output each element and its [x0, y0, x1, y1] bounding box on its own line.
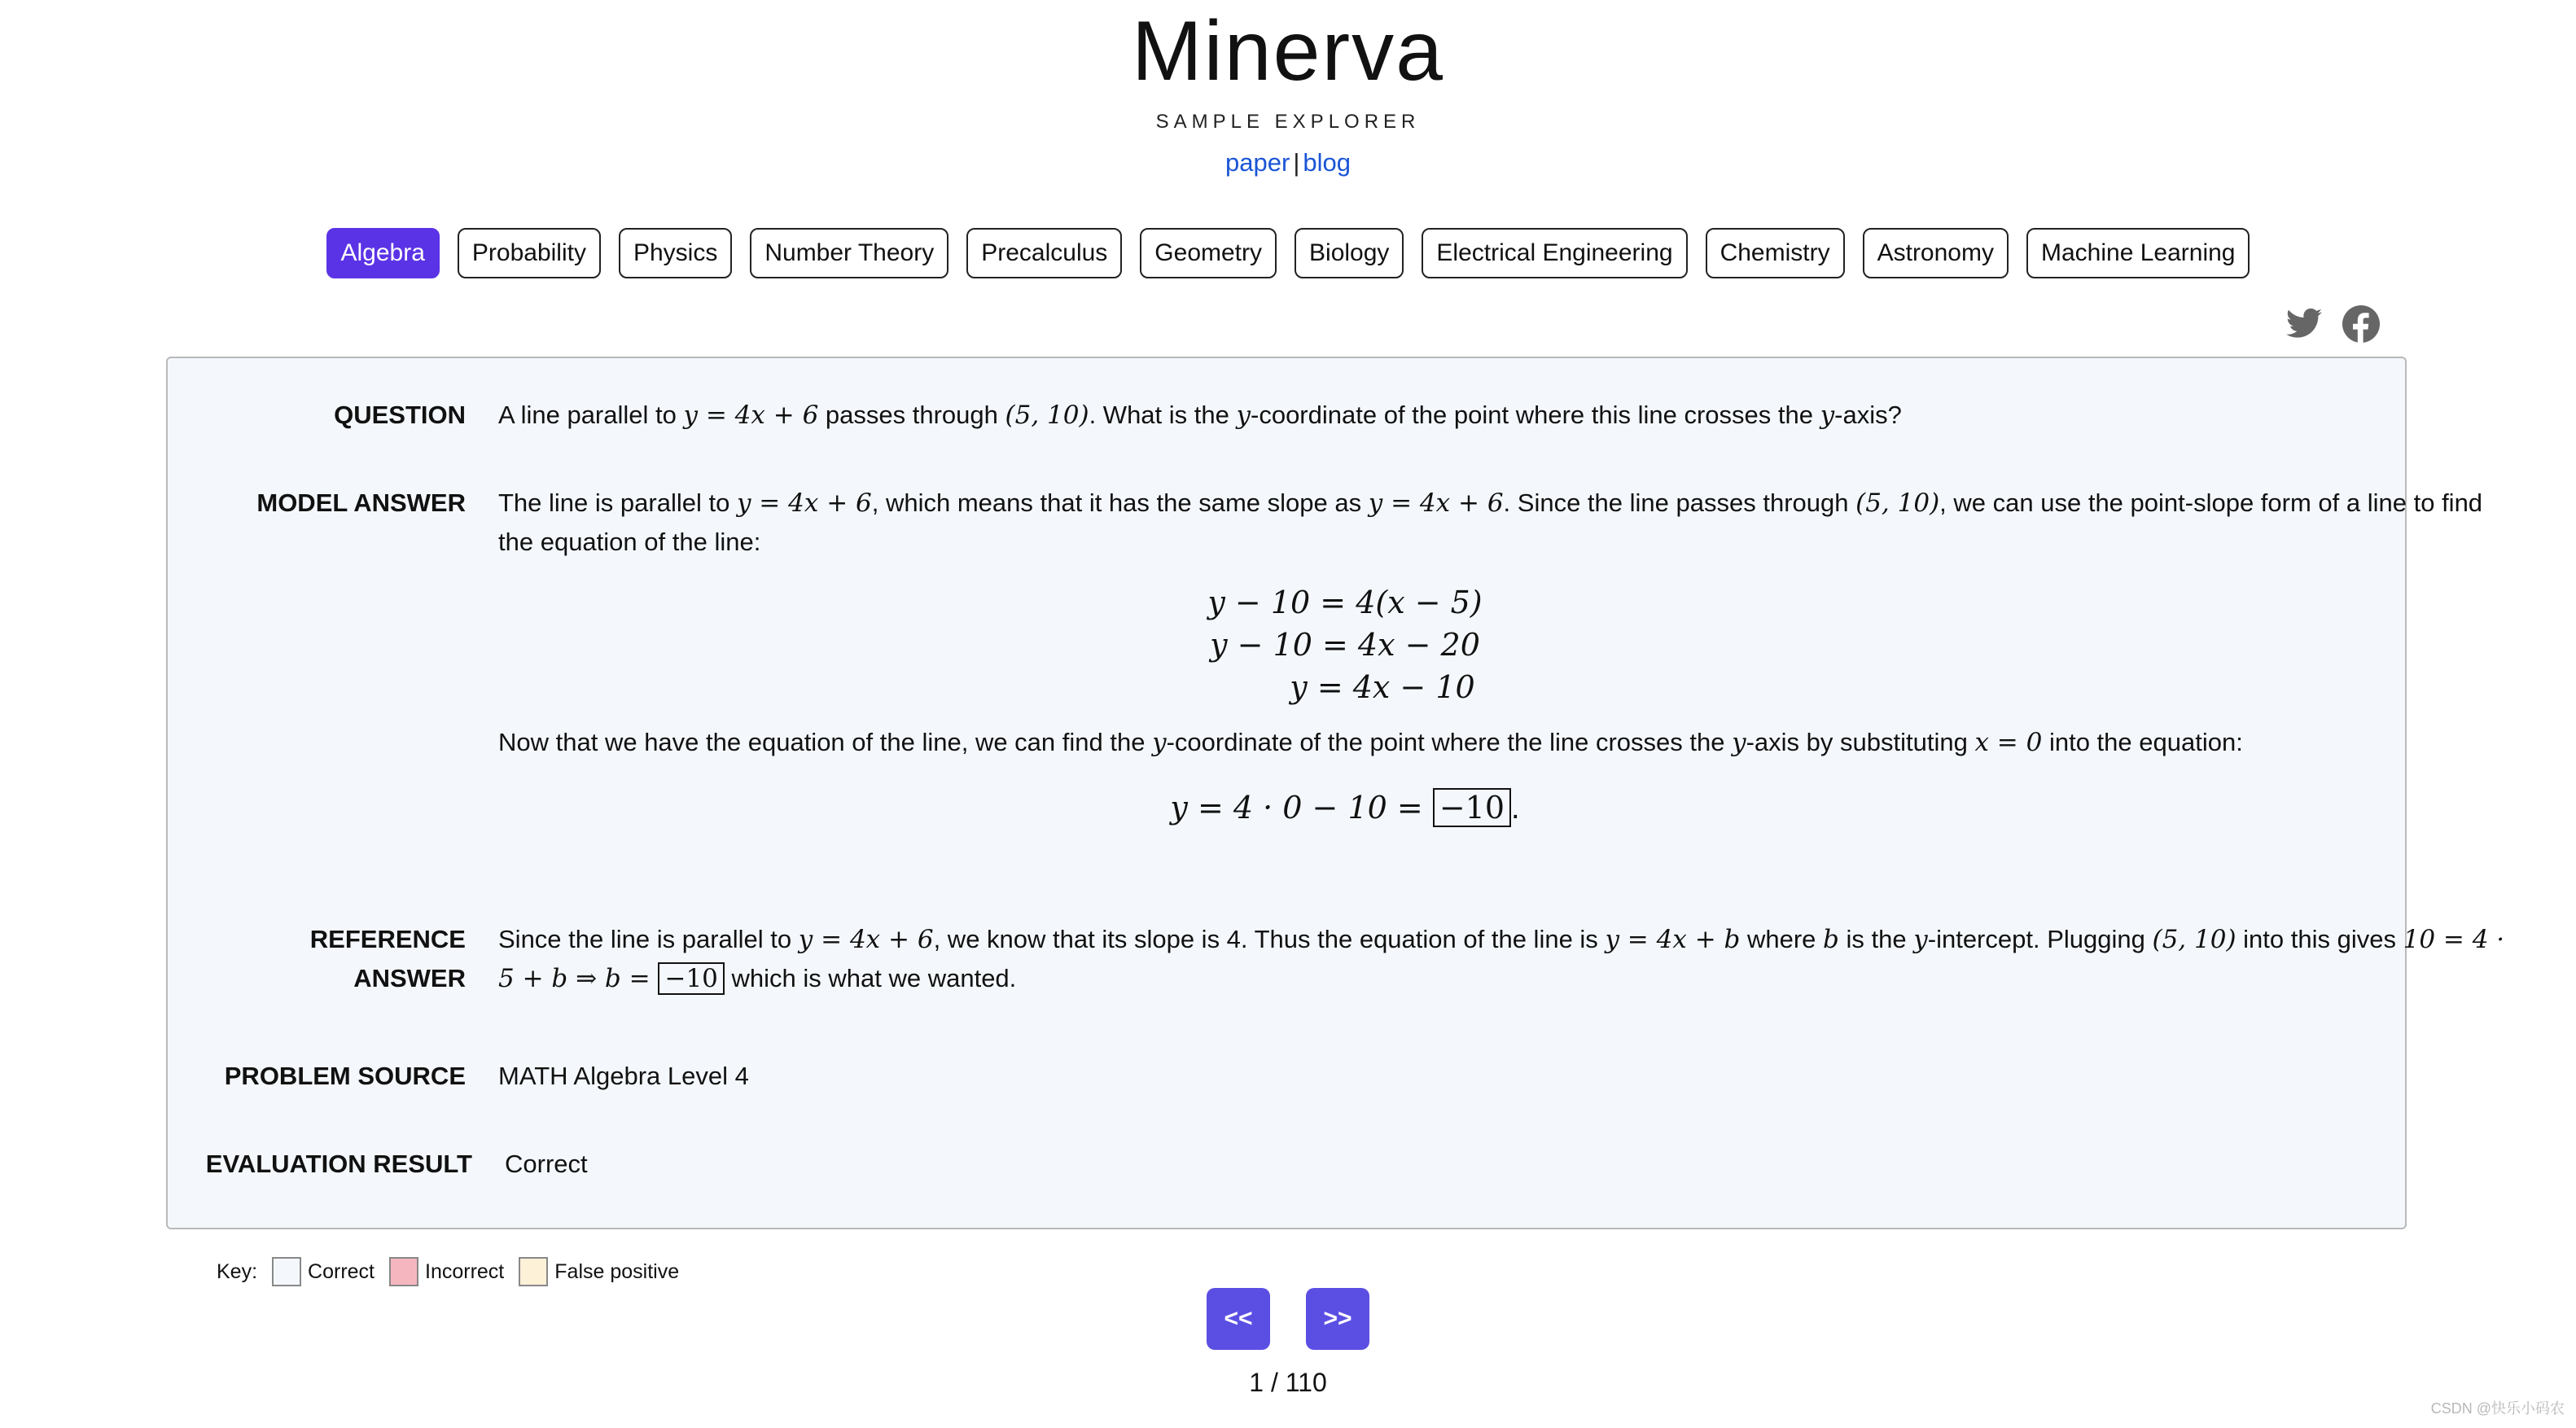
link-separator: | — [1293, 148, 1300, 177]
question-text: A line parallel to y = 4x + 6 passes through (5, 10). What is the y-coordinate of the point where this line crosses the y-axis? — [498, 401, 1902, 430]
pagination — [0, 1288, 2576, 1350]
tab-biology[interactable]: Biology — [1295, 228, 1404, 278]
tab-chemistry[interactable]: Chemistry — [1706, 228, 1845, 278]
model-answer-paragraph-1: The line is parallel to y = 4x + 6, which means that it has the same slope as y = 4x + 6. Since the line passes through (5, 10), we can use the point-slope form of a line to find the equation of the line: — [498, 488, 2483, 556]
key-item-label: False positive — [554, 1259, 680, 1283]
model-answer-text — [498, 484, 2517, 830]
false-positive-swatch — [519, 1257, 548, 1286]
facebook-icon[interactable] — [2342, 304, 2381, 344]
equation-line: y − 10 = 4x − 20 — [1210, 627, 1480, 663]
tab-number-theory[interactable]: Number Theory — [750, 228, 948, 278]
key-item-label: Correct — [308, 1259, 375, 1283]
twitter-icon[interactable] — [2285, 304, 2324, 344]
social-links — [2285, 304, 2381, 344]
site-title: Minerva — [1132, 4, 1444, 99]
tab-probability[interactable]: Probability — [458, 228, 601, 278]
problem-source-label: PROBLEM SOURCE — [224, 1062, 466, 1090]
final-equation: y = 4 · 0 − 10 = −10 . — [1170, 790, 1520, 826]
equation-line: y = 4x − 10 — [1290, 669, 1475, 705]
correct-swatch — [272, 1257, 301, 1286]
header-links — [0, 148, 2576, 177]
key-item-label: Incorrect — [425, 1259, 505, 1283]
tab-astronomy[interactable]: Astronomy — [1863, 228, 2009, 278]
equation-line: y − 10 = 4(x − 5) — [1207, 585, 1483, 620]
next-button[interactable]: >> — [1306, 1288, 1369, 1350]
incorrect-swatch — [389, 1257, 418, 1286]
tab-electrical-engineering[interactable]: Electrical Engineering — [1422, 228, 1687, 278]
key-label: Key: — [217, 1259, 258, 1283]
model-answer-paragraph-2: Now that we have the equation of the line, we can find the y-coordinate of the point where the line crosses the y-axis by substituting x = 0 into the equation: — [498, 728, 2243, 757]
site-subtitle: SAMPLE EXPLORER — [1155, 111, 1421, 133]
tab-algebra[interactable]: Algebra — [326, 228, 440, 278]
category-tabs — [0, 228, 2576, 278]
boxed-answer: −10 — [658, 962, 724, 995]
evaluation-result-label: EVALUATION RESULT — [205, 1150, 472, 1178]
tab-precalculus[interactable]: Precalculus — [966, 228, 1122, 278]
evaluation-result-value: Correct — [505, 1150, 588, 1178]
problem-source-value: MATH Algebra Level 4 — [498, 1062, 749, 1090]
boxed-answer: −10 — [1433, 788, 1511, 827]
tab-machine-learning[interactable]: Machine Learning — [2026, 228, 2250, 278]
model-answer-label: MODEL ANSWER — [256, 488, 466, 517]
page-counter: 1 / 110 — [1249, 1368, 1327, 1397]
equation-block — [498, 581, 2517, 708]
reference-answer-text: Since the line is parallel to y = 4x + 6, we know that its slope is 4. Thus the equation of the line is y = 4x + b where b is the y-intercept. Plugging (5, 10) into this gives 10 = 4 · 5 + b ⇒ b = −10 which is what we wanted. — [498, 925, 2505, 993]
blog-link[interactable]: blog — [1303, 148, 1351, 177]
color-key — [217, 1257, 679, 1286]
previous-button[interactable]: << — [1207, 1288, 1270, 1350]
paper-link[interactable]: paper — [1225, 148, 1290, 177]
question-label: QUESTION — [334, 401, 466, 429]
tab-geometry[interactable]: Geometry — [1140, 228, 1277, 278]
sample-card — [166, 357, 2505, 1229]
reference-answer-label: REFERENCE ANSWER — [309, 925, 466, 992]
tab-physics[interactable]: Physics — [619, 228, 732, 278]
watermark: CSDN @快乐小码农 — [2430, 1400, 2565, 1417]
